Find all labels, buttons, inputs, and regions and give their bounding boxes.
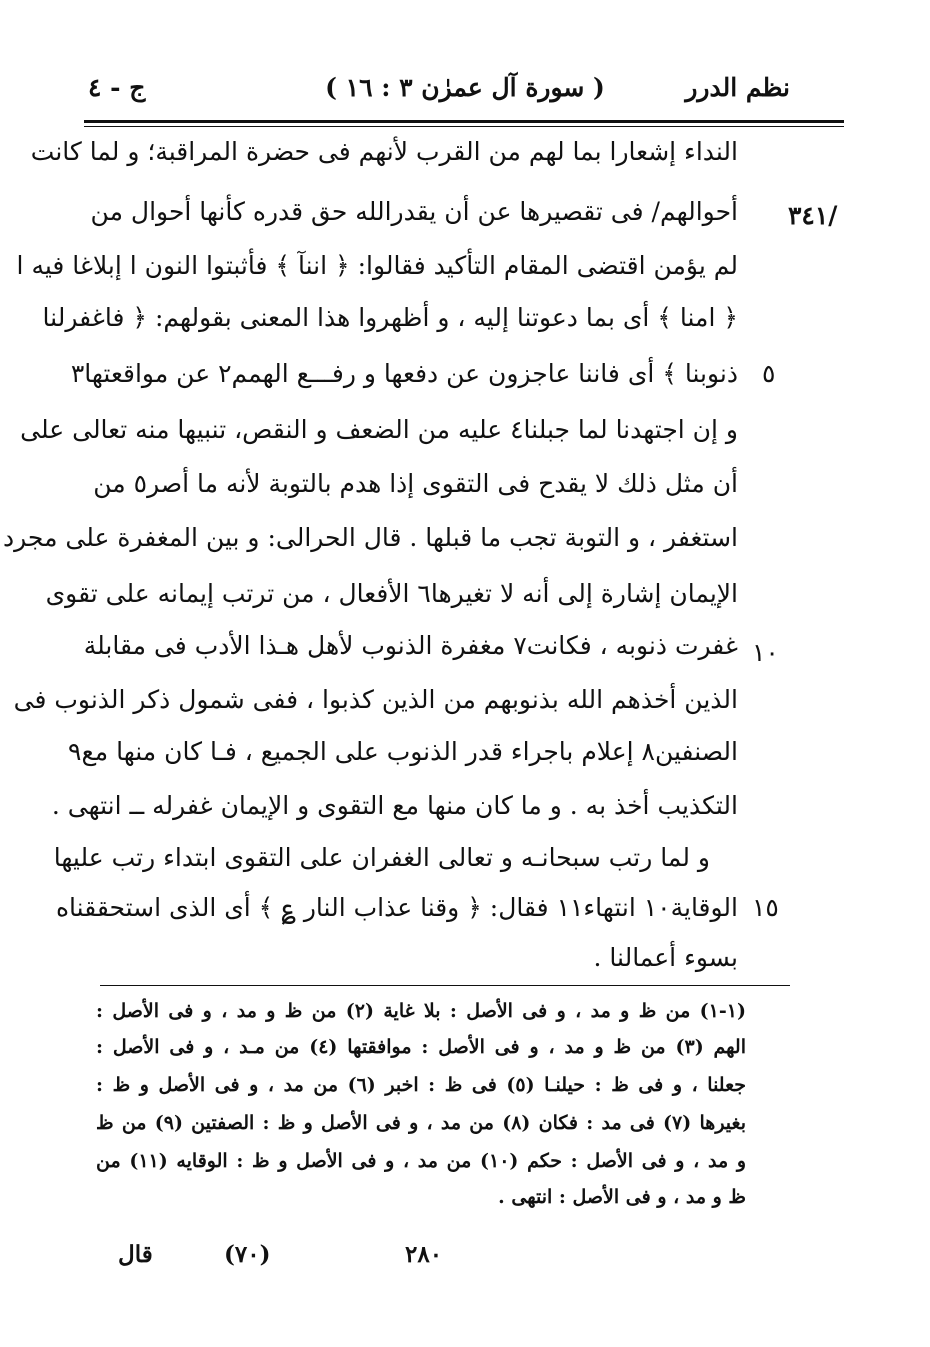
body-line: الإيمان إشارة إلى أنه لا تغيرها٦ الأفعال ، من ترتب إيمانه على تقوى <box>45 579 738 608</box>
body-line: التكذيب أخذ به . و ما كان منها مع التقوى و الإيمان غفرله ــ انتهى . <box>51 791 738 820</box>
header-rule-thin <box>84 126 844 127</box>
footnote-line: (١-١) من ظ و مد ، و فى الأصل : بلا غاية (٢) من ظ و مد ، و فى الأصل : <box>96 1000 746 1022</box>
volume-number: ج - ٤ <box>88 73 146 102</box>
body-line: الوقاية١٠ انتهاء١١ فقال: ﴿ وقنا عذاب النار ؏ ﴾ أى الذى استحققناه <box>55 893 738 922</box>
footnote-line: جعلنا ، و فى ظ : حيلنـا (٥) فى ظ : اخبر (٦) من مد ، و فى الأصل و ظ : <box>96 1074 747 1096</box>
footnote-line: و مد ، و فى الأصل : حكم (١٠) من مد ، و فى الأصل و ظ : الوقايه (١١) من <box>96 1150 747 1172</box>
body-line: و لما رتب سبحانـه و تعالى الغفران على التقوى ابتداء رتب عليها <box>53 843 710 872</box>
line-number-15: ١٥ <box>752 893 779 922</box>
body-line: لم يؤمن اقتضى المقام التأكيد فقالوا: ﴿ اننآ ﴾ فأثبتوا النون ا إبلاغا فيه ا <box>16 251 738 280</box>
section-number: (٧٠) <box>224 1241 271 1268</box>
body-line: ﴿ امنا ﴾ أى بما دعوتنا إليه ، و أظهروا هذا المعنى بقولهم: ﴿ فاغفرلنا <box>42 303 738 332</box>
catchword: قال <box>118 1241 153 1268</box>
body-line: الذين أخذهم الله بذنوبهم من الذين كذبوا ، ففى شمول ذكر الذنوب فى <box>13 685 738 714</box>
page-number: ٢٨٠ <box>405 1241 443 1268</box>
header-rule-thick <box>84 120 844 123</box>
body-line: ذنوبنا ﴾ أى فاننا عاجزون عن دفعها و رفـــع الهمم٢ عن مواقعتها٣ <box>70 359 738 388</box>
book-title: نظم الدرر <box>685 73 790 102</box>
manuscript-page-marker: /٣٤١ <box>788 201 838 230</box>
body-line: و إن اجتهدنا لما جبلنا٤ عليه من الضعف و النقص، تنبيها منه تعالى على <box>20 415 738 444</box>
footnote-rule <box>100 985 790 986</box>
footnote-line: بغيرها (٧) فى مد : فكان (٨) من مد ، و فى الأصل و ظ : الصفتين (٩) من ظ <box>96 1112 746 1134</box>
body-line: بسوء أعمالنا . <box>593 943 738 972</box>
footnote-line: ظ و مد ، و فى الأصل : انتهى . <box>498 1186 746 1208</box>
line-number-10: ١٠ <box>752 638 779 667</box>
line-number-5: ٥ <box>762 359 776 388</box>
body-line: النداء إشعارا بما لهم من القرب لأنهم فى حضرة المراقبة؛ و لما كانت <box>30 137 738 166</box>
body-line: أحوالهم/ فى تقصيرها عن أن يقدرالله حق قدره كأنها أحوال من <box>90 197 738 226</box>
body-line: أن مثل ذلك لا يقدح فى التقوى إذا هدم بالتوبة لأنه ما أصر٥ من <box>93 469 738 498</box>
body-line: غفرت ذنوبه ، فكانت٧ مغفرة الذنوب لأهل هـذا الأدب فى مقابلة <box>83 631 738 660</box>
body-line: استغفر ، و التوبة تجب ما قبلها . قال الحرالى: و بين المغفرة على مجرد <box>3 523 738 552</box>
body-line: الصنفين٨ إعلام باجراء قدر الذنوب على الجميع ، فـا كان منها مع٩ <box>68 737 738 766</box>
surah-reference: ( سورة آل عمرٰن ٣ : ١٦ ) <box>325 73 605 102</box>
footnote-line: الهم (٣) من ظ و مد ، و فى الأصل : موافقتها (٤) من مـد ، و فى الأصل : <box>96 1036 747 1058</box>
